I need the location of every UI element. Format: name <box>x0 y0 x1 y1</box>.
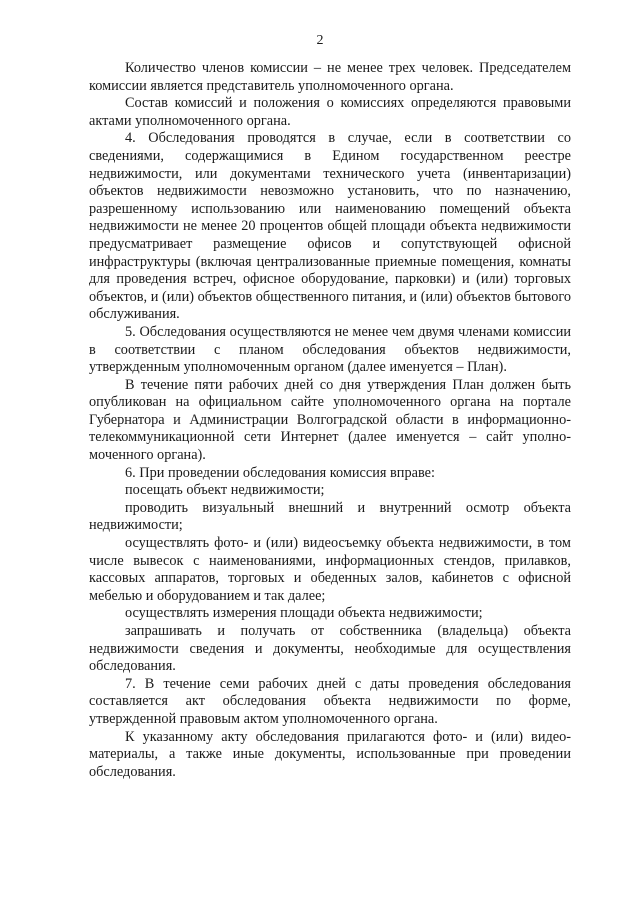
paragraph-plan-publication: В течение пяти рабочих дней со дня утверждения План должен быть опубликован на официальном сайте уполномоченного органа на портале Губернатора и Администрации Волгоградской области в информационно-телекоммуникационной сети Интернет (далее именуется – сайт уполно-моченного органа). <box>89 376 571 464</box>
list-item-photo: осуществлять фото- и (или) видеосъемку объекта недвижимости, в том числе вывесок с наименованиями, информационных стендов, прилавков, кассовых аппаратов, торговых и обеденных залов, кабинетов с офисной мебелью и оборудованием и так далее; <box>89 535 571 604</box>
paragraph-commission-composition: Состав комиссий и положения о комиссиях определяются правовыми актами уполномоченного органа. <box>89 95 571 129</box>
list-item-measure: осуществлять измерения площади объекта недвижимости; <box>125 605 483 622</box>
list-item-visit: посещать объект недвижимости; <box>125 482 325 499</box>
list-item-request: запрашивать и получать от собственника (владельца) объекта недвижимости сведения и документы, необходимые для осуществления обследования. <box>89 623 571 675</box>
page-number: 2 <box>316 33 324 48</box>
list-item-inspection: проводить визуальный внешний и внутренний осмотр объекта недвижимости; <box>89 499 571 534</box>
paragraph-item-5: 5. Обследования осуществляются не менее чем двумя членами комиссии в соответствии с планом обследования объектов недвижимости, утвержденным уполномоченным органом (далее именуется – План). <box>89 323 571 376</box>
paragraph-item-7: 7. В течение семи рабочих дней с даты проведения обследования составляется акт обследования объекта недвижимости по форме, утвержденной правовым актом уполномоченного органа. <box>89 675 571 727</box>
paragraph-commission-size: Количество членов комиссии – не менее трех человек. Председателем комиссии является представитель уполномоченного органа. <box>89 60 571 94</box>
paragraph-item-6: 6. При проведении обследования комиссия вправе: <box>125 464 435 481</box>
document-body <box>89 60 571 781</box>
paragraph-attachments: К указанному акту обследования прилагаются фото- и (или) видео-материалы, а также иные документы, использованные при проведении обследования. <box>89 728 571 780</box>
paragraph-item-4: 4. Обследования проводятся в случае, если в соответствии со сведениями, содержащимися в Едином государственном реестре недвижимости, или документами технического учета (инвентаризации) объектов недвижимости невозможно установить, что по назначению, разрешенному использованию или наименованию помещений объекта недвижимости не менее 20 процентов общей площади объекта недвижимости предусматривает размещение офисов и сопутствующей офисной инфраструктуры (включая централизованные приемные помещения, комнаты для проведения встреч, офисное оборудование, парковки) и (или) торговых объектов, и (или) объектов общественного питания, и (или) объектов бытового обслуживания. <box>89 130 571 323</box>
